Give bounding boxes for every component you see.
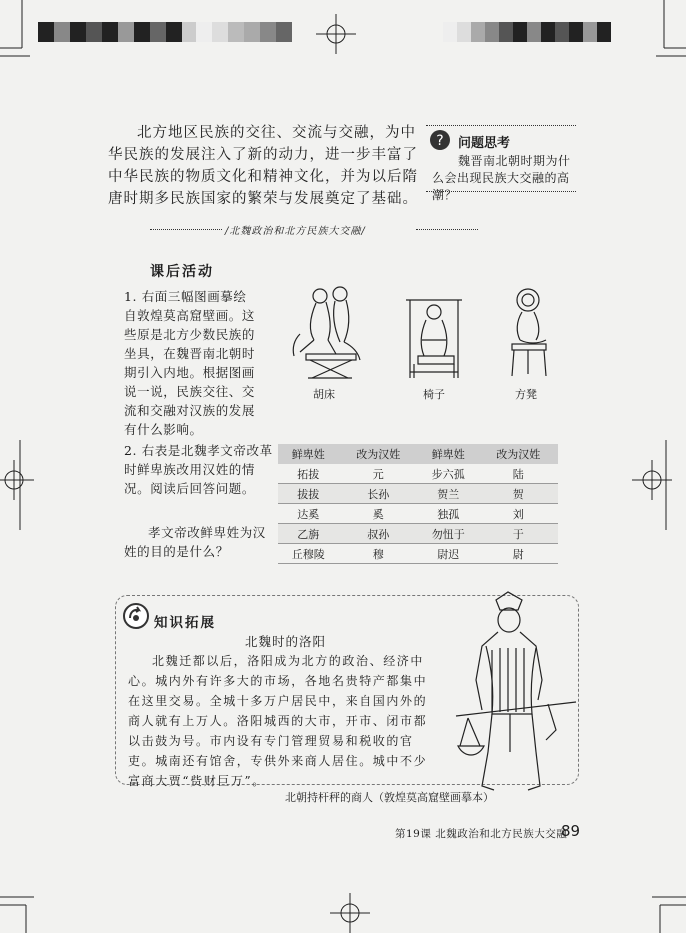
column-header: 改为汉姓 <box>338 444 418 464</box>
table-cell: 陆 <box>478 464 558 484</box>
caption-fangdeng: 方凳 <box>515 388 537 401</box>
table-row <box>278 484 558 504</box>
question-2-prompt: 孝文帝改鲜卑姓为汉姓的目的是什么？ <box>124 525 266 559</box>
column-header: 鲜卑姓 <box>418 444 478 464</box>
surname-table <box>278 444 558 564</box>
knowledge-title: 知识拓展 <box>154 615 216 631</box>
column-header: 改为汉姓 <box>478 444 558 464</box>
table-row <box>278 544 558 564</box>
table-cell: 元 <box>338 464 418 484</box>
knowledge-subtitle: 北魏时的洛阳 <box>245 634 327 649</box>
table-cell: 独孤 <box>418 504 478 524</box>
knowledge-arrow-icon <box>122 602 150 630</box>
think-text: 魏晋南北朝时期为什么会出现民族大交融的高潮？ <box>432 154 571 202</box>
question-circle-icon <box>428 129 452 151</box>
table-cell: 步六孤 <box>418 464 478 484</box>
table-cell: 勿忸于 <box>418 524 478 544</box>
table-cell: 奚 <box>338 504 418 524</box>
table-cell: 贺兰 <box>418 484 478 504</box>
page-number: 89 <box>561 822 581 840</box>
svg-text:?: ? <box>436 133 444 149</box>
table-cell: 长孙 <box>338 484 418 504</box>
chair-illustration <box>398 290 470 382</box>
table-cell: 尉迟 <box>418 544 478 564</box>
section-divider-left <box>150 229 222 230</box>
caption-huchuang: 胡床 <box>313 388 335 401</box>
table-row <box>278 524 558 544</box>
question-1: 1. 右面三幅图画摹绘自敦煌莫高窟壁画。这些原是北方少数民族的坐具，在魏晋南北朝时期引入内地。根据图画说一说，民族交往、交流和交融对汉族的发展有什么影响。 <box>124 289 256 437</box>
table-cell: 贺 <box>478 484 558 504</box>
folding-stool-illustration <box>280 282 372 382</box>
merchant-illustration <box>452 590 578 796</box>
table-header-row <box>278 444 558 464</box>
table-cell: 拔拔 <box>278 484 338 504</box>
table-cell: 刘 <box>478 504 558 524</box>
table-cell: 达奚 <box>278 504 338 524</box>
square-stool-illustration <box>502 286 558 382</box>
table-cell: 叔孙 <box>338 524 418 544</box>
think-title: 问题思考 <box>458 136 511 151</box>
table-row <box>278 464 558 484</box>
table-row <box>278 504 558 524</box>
table-cell: 丘穆陵 <box>278 544 338 564</box>
caption-yizi: 椅子 <box>423 388 445 401</box>
section-label: /北魏政治和北方民族大交融/ <box>225 226 366 237</box>
activity-title: 课后活动 <box>150 264 214 280</box>
table-cell: 拓拔 <box>278 464 338 484</box>
table-cell: 穆 <box>338 544 418 564</box>
table-cell: 于 <box>478 524 558 544</box>
question-2: 2. 右表是北魏孝文帝改革时鲜卑族改用汉姓的情况。阅读后回答问题。 <box>124 443 273 496</box>
footer-lesson: 第19课 北魏政治和北方民族大交融 <box>395 828 568 840</box>
merchant-figure-caption: 北朝持杆秤的商人（敦煌莫高窟壁画摹本） <box>285 791 494 804</box>
table-cell: 乙旃 <box>278 524 338 544</box>
table-cell: 尉 <box>478 544 558 564</box>
intro-paragraph: 北方地区民族的交往、交流与交融，为中华民族的发展注入了新的动力，进一步丰富了中华民族的物质文化和精神文化，并为以后隋唐时期多民族国家的繁荣与发展奠定了基础。 <box>108 125 418 207</box>
section-divider-right <box>416 229 478 230</box>
column-header: 鲜卑姓 <box>278 444 338 464</box>
knowledge-text: 北魏迁都以后，洛阳成为北方的政治、经济中心。城内外有许多大的市场，各地名贵特产都集中在这里交易。全城十多万户居民中，来自国内外的商人就有上万人。洛阳城西的大市，开市、闭市都以击鼓为号。市内设有专门管理贸易和税收的官吏。城南还有馆舍，专供外来商人居住。城中不少富商大贾“赀财巨万”。 <box>128 654 428 788</box>
